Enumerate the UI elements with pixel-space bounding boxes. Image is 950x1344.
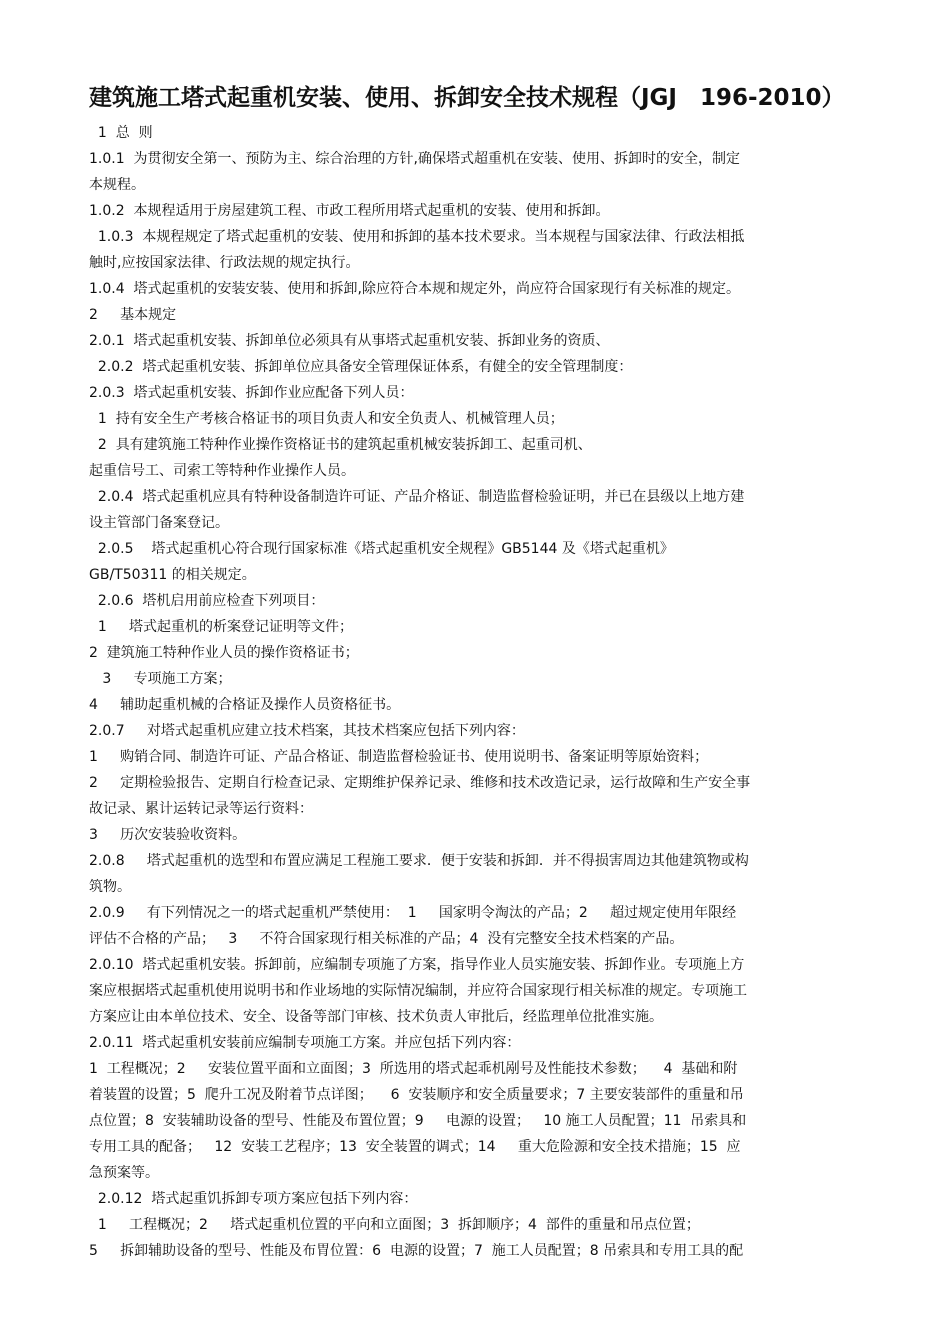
text-line: 5 拆卸辅助设备的型号、性能及布胃位置：6 电源的设置；7 施工人员配置；8 吊索具和专用工具的配 (89, 1243, 744, 1259)
text-line: 1 工程概况；2 安装位置平面和立面图；3 所选用的塔式起乖机剐号及性能技术参数； 4 基础和附 (89, 1061, 738, 1077)
text-line: 筑物。 (89, 879, 131, 895)
text-line: 故记录、累计运转记录等运行资料： (89, 801, 313, 817)
text-line: 2.0.5 塔式起重机心符合现行国家标准《塔式起重机安全规程》GB5144 及《塔式起重机》 (89, 541, 674, 557)
text-line: 着装置的设置；5 爬升工况及附着节点详图； 6 安装顺序和安全质量要求；7 主要安装部件的重量和吊 (89, 1087, 744, 1103)
text-line: 3 专项施工方案； (89, 671, 232, 687)
text-line: 设主管部门备案登记。 (89, 515, 229, 531)
text-line: 1.0.3 本规程规定了塔式起重机的安装、使用和拆卸的基本技术要求。当本规程与国家法律、行政法相抵 (89, 229, 745, 245)
text-line: 2.0.6 塔机启用前应检查下列项目： (89, 593, 325, 609)
document-body (89, 120, 888, 1264)
text-line: 触时,应按国家法律、行政法规的规定执行。 (89, 255, 360, 271)
text-line: 专用工具的配备； 12 安装工艺程序；13 安全装置的调式；14 重大危险源和安全技术措施；15 应 (89, 1139, 741, 1155)
text-line: 急预案等。 (89, 1165, 159, 1181)
text-line: 2.0.4 塔式起重机应具有特种设备制造许可证、产品介格证、制造监督检验证明，并已在县级以上地方建 (89, 489, 745, 505)
text-line: 2.0.10 塔式起重机安装。拆卸前，应编制专项施了方案，指导作业人员实施安装、拆卸作业。专项施上方 (89, 957, 745, 973)
text-line: 4 辅助起重机械的合格证及操作人员资格征书。 (89, 697, 401, 713)
text-line: 1 工程概况；2 塔式起重机位置的平向和立面图；3 拆卸顺序；4 部件的重量和吊点位置； (89, 1217, 700, 1233)
document-title: 建筑施工塔式起重机安装、使用、拆卸安全技术规程（JGJ 196-2010） (89, 85, 845, 111)
text-line: 2.0.11 塔式起重机安装前应编制专项施工方案。并应包括下列内容： (89, 1035, 521, 1051)
text-line: 方案应让由本单位技术、安全、设备等部门审核、技术负责人审批后，经监理单位批准实施。 (89, 1009, 663, 1025)
text-line: 2 定期检验报告、定期自行检查记录、定期维护保养记录、维修和技术改造记录，运行故障和生产安全事 (89, 775, 751, 791)
text-line: 1.0.4 塔式起重机的安装安装、使用和拆卸,除应符合本规和规定外，尚应符合国家现行有关标准的规定。 (89, 281, 740, 297)
text-line: 起重信号工、司索工等特种作业操作人员。 (89, 463, 355, 479)
text-line: 3 历次安装验收资料。 (89, 827, 247, 843)
text-line: 2.0.3 塔式起重机安装、拆卸作业应配备下列人员： (89, 385, 414, 401)
text-line: 1 购销合同、制造许可证、产品合格证、制造监督检验证书、使用说明书、备案证明等原始资料； (89, 749, 709, 765)
text-line: 2.0.9 有下列情况之一的塔式起重机严禁使用： 1 国家明令淘汰的产品；2 超过规定使用年限经 (89, 905, 737, 921)
text-line: 2 基本规定 (89, 307, 177, 323)
text-line: 2.0.2 塔式起重机安装、拆卸单位应具备安全管理保证体系，有健全的安全管理制度： (89, 359, 633, 375)
text-line: 1 持有安全生产考核合格证书的项目负责人和安全负责人、机械管理人员； (89, 411, 564, 427)
text-line: 2.0.1 塔式起重机安装、拆卸单位必须具有从事塔式起重机安装、拆卸业务的资质、 (89, 333, 610, 349)
text-line: 1.0.2 本规程适用于房屋建筑工程、市政工程所用塔式起重机的安装、使用和拆卸。 (89, 203, 610, 219)
text-line: 1 总 则 (89, 125, 153, 141)
text-line: 案应根据塔式起重机使用说明书和作业场地的实际情况编制，并应符合国家现行相关标准的规定。专项施工 (89, 983, 747, 999)
text-line: 2 建筑施工特种作业人员的操作资格证书； (89, 645, 359, 661)
text-line: 本规程。 (89, 177, 145, 193)
text-line: 2 具有建筑施工特种作业操作资格证书的建筑起重机械安装拆卸工、起重司机、 (89, 437, 592, 453)
text-line: 2.0.8 塔式起重机的选型和布置应满足工程施工要求．便于安装和拆卸．并不得损害周边其他建筑物或构 (89, 853, 749, 869)
text-line: 点位置；8 安装辅助设备的型号、性能及布置位置；9 电源的设置； 10 施工人员配置；11 吊索具和 (89, 1113, 747, 1129)
text-line: 评估不合格的产品； 3 不符合国家现行相关标准的产品；4 没有完整安全技术档案的产品。 (89, 931, 684, 947)
text-line: GB/T50311 的相关规定。 (89, 567, 256, 583)
text-line: 2.0.12 塔式起重饥拆卸专项方案应包括下列内容： (89, 1191, 418, 1207)
text-line: 2.0.7 对塔式起重机应建立技术档案，其技术档案应包括下列内容： (89, 723, 525, 739)
text-line: 1.0.1 为贯彻安全第一、预防为主、综合治理的方针,确保塔式超重机在安装、使用、拆卸时的安全，制定 (89, 151, 740, 167)
text-line: 1 塔式起重机的析案登记证明等文件； (89, 619, 354, 635)
